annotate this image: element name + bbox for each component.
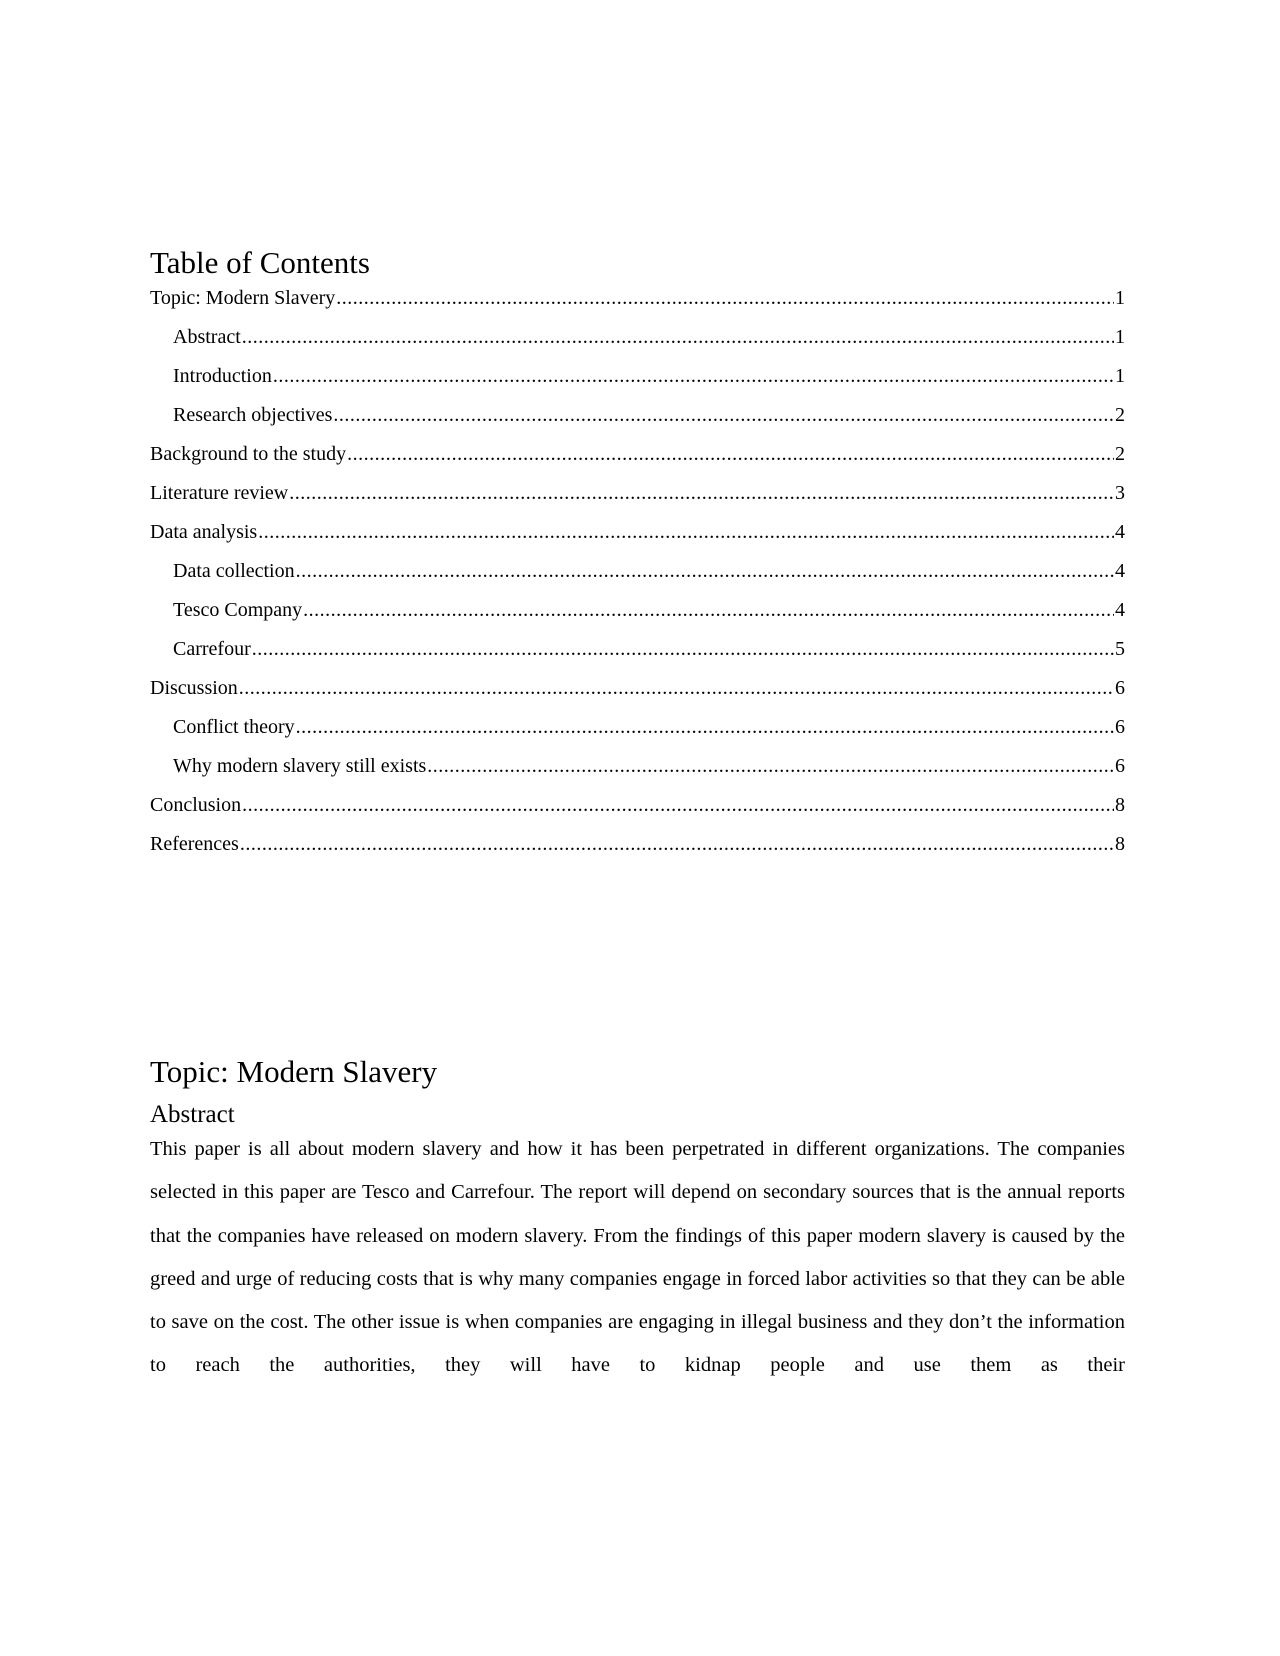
toc-leader-dots xyxy=(252,632,1114,666)
toc-entry-label: Discussion xyxy=(150,677,238,699)
toc-entry-label: Conflict theory xyxy=(173,716,295,738)
toc-entry[interactable] xyxy=(150,476,1125,515)
toc-leader-dots xyxy=(333,398,1114,432)
toc-entry[interactable] xyxy=(150,788,1125,827)
toc-entry-page: 4 xyxy=(1115,560,1125,582)
toc-leader-dots xyxy=(239,671,1114,705)
document-page xyxy=(150,0,1125,1656)
toc-entry-page: 6 xyxy=(1115,755,1125,777)
toc-entry-label: Carrefour xyxy=(173,638,251,660)
toc-entry-page: 3 xyxy=(1115,482,1125,504)
toc-leader-dots xyxy=(258,515,1114,549)
toc-entry-page: 4 xyxy=(1115,521,1125,543)
toc-entry-label: Literature review xyxy=(150,482,289,504)
toc-leader-dots xyxy=(296,710,1114,744)
toc-entry[interactable] xyxy=(150,632,1125,671)
table-of-contents xyxy=(150,281,1125,866)
toc-leader-dots xyxy=(427,749,1114,783)
toc-entry[interactable] xyxy=(150,320,1125,359)
toc-entry-page: 5 xyxy=(1115,638,1125,660)
toc-entry-label: Background to the study xyxy=(150,443,347,465)
toc-entry-page: 4 xyxy=(1115,599,1125,621)
toc-leader-dots xyxy=(303,593,1114,627)
toc-entry[interactable] xyxy=(150,398,1125,437)
toc-entry[interactable] xyxy=(150,710,1125,749)
toc-entry-page: 8 xyxy=(1115,794,1125,816)
abstract-paragraph: This paper is all about modern slavery and how it has been perpetrated in different organizations. The companies selected in this paper are Tesco and Carrefour. The report will depend on secondary sources that is the annual reports that the companies have released on modern slavery. From the findings of this paper modern slavery is caused by the greed and urge of reducing costs that is why many companies engage in forced labor activities so that they can be able to save on the cost. The other issue is when companies are engaging in illegal business and they don’t the information to reach the authorities, they will have to kidnap people and use them as their xyxy=(150,1138,1125,1377)
toc-entry[interactable] xyxy=(150,749,1125,788)
toc-leader-dots xyxy=(347,437,1114,471)
section-heading: Topic: Modern Slavery xyxy=(150,1054,438,1089)
toc-entry-page: 6 xyxy=(1115,677,1125,699)
toc-entry-page: 6 xyxy=(1115,716,1125,738)
toc-title: Table of Contents xyxy=(150,245,370,280)
toc-entry-page: 8 xyxy=(1115,833,1125,855)
toc-entry[interactable] xyxy=(150,437,1125,476)
toc-entry-page: 1 xyxy=(1115,365,1125,387)
toc-entry-label: Introduction xyxy=(173,365,272,387)
toc-entry-label: Conclusion xyxy=(150,794,242,816)
toc-entry-label: Why modern slavery still exists xyxy=(173,755,427,777)
toc-entry-page: 2 xyxy=(1115,443,1125,465)
toc-entry[interactable] xyxy=(150,554,1125,593)
toc-leader-dots xyxy=(242,320,1114,354)
toc-leader-dots xyxy=(242,788,1114,822)
toc-entry-label: Topic: Modern Slavery xyxy=(150,287,336,309)
toc-entry[interactable] xyxy=(150,671,1125,710)
toc-entry[interactable] xyxy=(150,515,1125,554)
toc-leader-dots xyxy=(240,827,1114,861)
toc-entry[interactable] xyxy=(150,281,1125,320)
toc-entry-label: Data collection xyxy=(173,560,295,582)
toc-entry-label: Data analysis xyxy=(150,521,258,543)
toc-entry[interactable] xyxy=(150,593,1125,632)
section-subheading: Abstract xyxy=(150,1101,235,1128)
toc-entry-page: 1 xyxy=(1115,326,1125,348)
toc-entry-label: Tesco Company xyxy=(173,599,303,621)
toc-entry-page: 1 xyxy=(1115,287,1125,309)
toc-entry-label: References xyxy=(150,833,239,855)
toc-entry[interactable] xyxy=(150,359,1125,398)
toc-leader-dots xyxy=(336,281,1114,315)
toc-entry-label: Research objectives xyxy=(173,404,333,426)
toc-entry-page: 2 xyxy=(1115,404,1125,426)
toc-entry[interactable] xyxy=(150,827,1125,866)
toc-leader-dots xyxy=(273,359,1114,393)
toc-leader-dots xyxy=(289,476,1114,510)
toc-leader-dots xyxy=(296,554,1114,588)
toc-entry-label: Abstract xyxy=(173,326,241,348)
